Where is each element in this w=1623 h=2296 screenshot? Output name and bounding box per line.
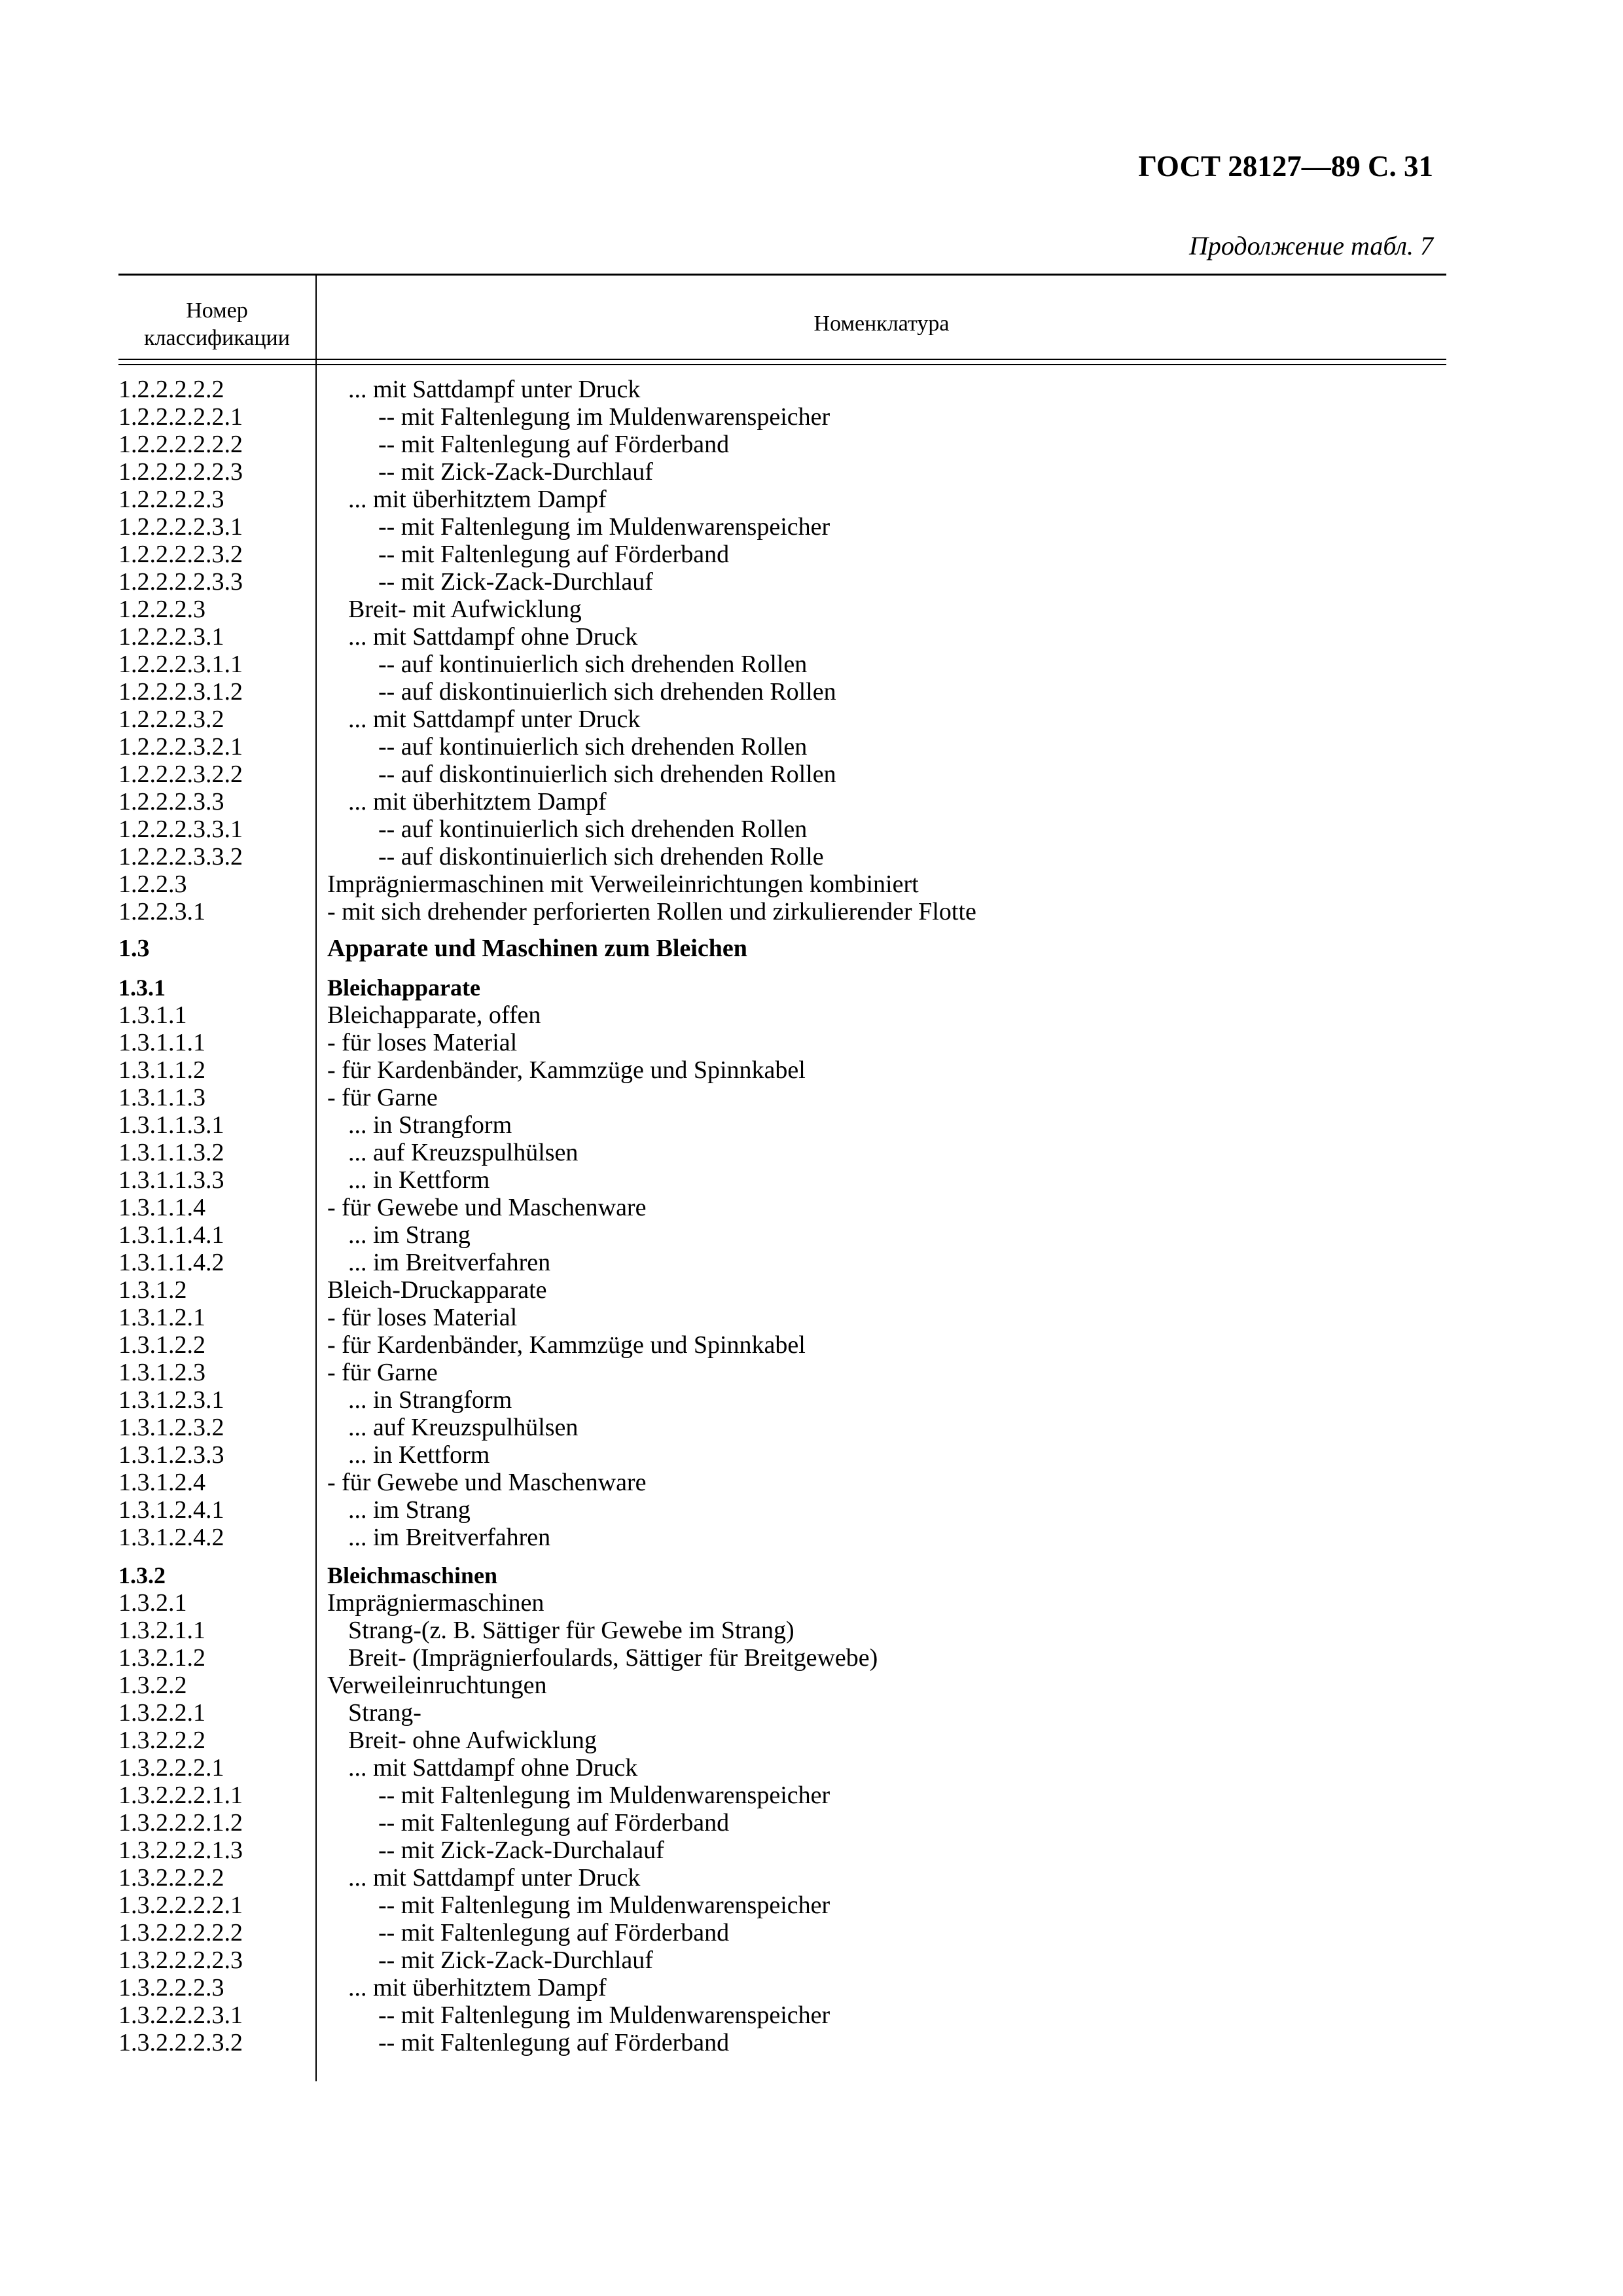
classification-number: 1.3.1: [118, 975, 166, 1001]
classification-number: 1.2.2.2.3.3.2: [118, 843, 243, 870]
nomenclature-term: Bleich-Druckapparate: [327, 1276, 547, 1304]
table-row: [118, 816, 1446, 843]
table-row: [118, 1441, 1446, 1469]
table-row: [118, 870, 1446, 898]
table-continuation-note: Продолжение табл. 7: [1188, 231, 1433, 260]
nomenclature-term: -- mit Zick-Zack-Durchalauf: [378, 1837, 664, 1864]
nomenclature-term: ... in Strangform: [348, 1386, 512, 1414]
classification-number: 1.3.1.1.3.1: [118, 1111, 224, 1139]
classification-number: 1.3.1.1.4.2: [118, 1249, 224, 1276]
table-row: [118, 458, 1446, 486]
classification-number: 1.3.2.1.2: [118, 1644, 205, 1672]
table-row: [118, 1754, 1446, 1782]
table-row: [118, 1276, 1446, 1304]
classification-number: 1.3.1.2.4.1: [118, 1496, 224, 1524]
nomenclature-term: -- auf diskontinuierlich sich drehenden Rollen: [378, 678, 836, 706]
classification-number: 1.2.2.2.2.3: [118, 486, 224, 513]
nomenclature-term: ... mit Sattdampf unter Druck: [348, 1864, 641, 1892]
table-row: [118, 1111, 1446, 1139]
classification-number: 1.3.2.2.2.1: [118, 1754, 224, 1782]
classification-number: 1.2.2.2.3.2.1: [118, 733, 243, 761]
nomenclature-term: - mit sich drehender perforierten Rollen und zirkulierender Flotte: [327, 898, 976, 925]
classification-number: 1.2.2.2.3.3.1: [118, 816, 243, 843]
classification-number: 1.3.2.2.2.1.3: [118, 1837, 243, 1864]
classification-number: 1.3.2.2.2.3: [118, 1974, 224, 2001]
table-row: [118, 1562, 1446, 1589]
classification-number: 1.2.2.3.1: [118, 898, 205, 925]
table-row: [118, 486, 1446, 513]
nomenclature-term: Strang-: [348, 1699, 421, 1727]
table-row: [118, 1331, 1446, 1359]
nomenclature-term: Imprägniermaschinen mit Verweileinrichtungen kombiniert: [327, 870, 919, 898]
classification-number: 1.3.1.2.3.3: [118, 1441, 224, 1469]
nomenclature-term: Breit- mit Aufwicklung: [348, 596, 582, 623]
table-row: [118, 1617, 1446, 1644]
nomenclature-term: -- mit Faltenlegung im Muldenwarenspeicher: [378, 2001, 830, 2029]
table-row: [118, 1001, 1446, 1029]
classification-number: 1.2.2.2.3.1.2: [118, 678, 243, 706]
classification-number: 1.3.1.2.4: [118, 1469, 205, 1496]
classification-number: 1.3.1.2.4.2: [118, 1524, 224, 1551]
table-row: [118, 1644, 1446, 1672]
classification-number: 1.3.1.2.3.2: [118, 1414, 224, 1441]
nomenclature-term: -- mit Faltenlegung auf Förderband: [378, 431, 730, 458]
table-row: [118, 1589, 1446, 1617]
table-row: [118, 1782, 1446, 1809]
classification-table: [118, 274, 1446, 2081]
nomenclature-term: -- mit Faltenlegung im Muldenwarenspeicher: [378, 513, 830, 541]
classification-number: 1.3.1.1.2: [118, 1056, 205, 1084]
classification-number: 1.2.2.2.2.2: [118, 376, 224, 403]
nomenclature-term: ... auf Kreuzspulhülsen: [348, 1139, 579, 1166]
table-row: [118, 651, 1446, 678]
classification-number: 1.3.2.2.2: [118, 1727, 205, 1754]
classification-number: 1.3.2.2.1: [118, 1699, 205, 1727]
nomenclature-term: Breit- ohne Aufwicklung: [348, 1727, 597, 1754]
nomenclature-term: -- mit Faltenlegung auf Förderband: [378, 1809, 730, 1837]
classification-number: 1.2.2.2.2.3.2: [118, 541, 243, 568]
nomenclature-term: Bleichapparate, offen: [327, 1001, 541, 1029]
nomenclature-term: ... im Breitverfahren: [348, 1524, 551, 1551]
classification-number: 1.3.1.2.2: [118, 1331, 205, 1359]
nomenclature-term: ... mit überhitztem Dampf: [348, 788, 607, 816]
nomenclature-term: Apparate und Maschinen zum Bleichen: [327, 935, 747, 962]
nomenclature-term: -- mit Faltenlegung im Muldenwarenspeicher: [378, 403, 830, 431]
classification-number: 1.2.2.2.2.2.1: [118, 403, 243, 431]
classification-number: 1.3.2.2: [118, 1672, 187, 1699]
nomenclature-term: - für Gewebe und Maschenware: [327, 1194, 647, 1221]
table-row: [118, 2029, 1446, 2056]
table-body: [118, 376, 1446, 2056]
classification-number: 1.3.1.1.3.2: [118, 1139, 224, 1166]
classification-number: 1.3.1.1: [118, 1001, 187, 1029]
nomenclature-term: Breit- (Imprägnierfoulards, Sättiger für Breitgewebe): [348, 1644, 878, 1672]
table-row: [118, 1221, 1446, 1249]
table-row: [118, 706, 1446, 733]
table-row: [118, 1194, 1446, 1221]
classification-number: 1.2.2.2.3: [118, 596, 205, 623]
nomenclature-term: ... im Strang: [348, 1221, 471, 1249]
classification-number: 1.2.2.2.3.2.2: [118, 761, 243, 788]
table-row: [118, 1139, 1446, 1166]
nomenclature-term: ... im Strang: [348, 1496, 471, 1524]
table-row: [118, 933, 1446, 965]
table-row: [118, 1892, 1446, 1919]
nomenclature-term: Bleichmaschinen: [327, 1562, 498, 1588]
table-row: [118, 1469, 1446, 1496]
table-row: [118, 1249, 1446, 1276]
classification-number: 1.2.2.2.3.3: [118, 788, 224, 816]
page-header: ГОСТ 28127—89 С. 31: [1138, 150, 1433, 183]
classification-number: 1.2.2.2.2.3.1: [118, 513, 243, 541]
classification-number: 1.3.2.2.2.1.1: [118, 1782, 243, 1809]
nomenclature-term: -- auf diskontinuierlich sich drehenden Rolle: [378, 843, 824, 870]
table-row: [118, 403, 1446, 431]
nomenclature-term: - für Garne: [327, 1359, 438, 1386]
table-row: [118, 1864, 1446, 1892]
nomenclature-term: Strang-(z. B. Sättiger für Gewebe im Strang): [348, 1617, 794, 1644]
nomenclature-term: ... mit Sattdampf ohne Druck: [348, 623, 638, 651]
nomenclature-term: -- mit Faltenlegung im Muldenwarenspeicher: [378, 1782, 830, 1809]
nomenclature-term: - für loses Material: [327, 1304, 518, 1331]
header-rule-lower: [118, 364, 1446, 365]
column-header-nomenclature: Номенклатура: [813, 312, 950, 336]
nomenclature-term: - für Kardenbänder, Kammzüge und Spinnkabel: [327, 1331, 806, 1359]
classification-number: 1.3.1.1.4: [118, 1194, 205, 1221]
nomenclature-term: ... in Kettform: [348, 1441, 490, 1469]
classification-number: 1.3.2.1: [118, 1589, 187, 1617]
nomenclature-term: Bleichapparate: [327, 975, 480, 1001]
classification-number: 1.3.2.1.1: [118, 1617, 205, 1644]
classification-number: 1.2.2.2.3.1: [118, 623, 224, 651]
classification-number: 1.3.2.2.2.2: [118, 1864, 224, 1892]
table-row: [118, 1414, 1446, 1441]
nomenclature-term: -- mit Faltenlegung auf Förderband: [378, 1919, 730, 1946]
classification-number: 1.3.2.2.2.3.1: [118, 2001, 243, 2029]
nomenclature-term: - für Gewebe und Maschenware: [327, 1469, 647, 1496]
classification-number: 1.2.2.2.2.2.3: [118, 458, 243, 486]
table-row: [118, 1056, 1446, 1084]
nomenclature-term: ... mit Sattdampf unter Druck: [348, 376, 641, 403]
table-row: [118, 1524, 1446, 1551]
table-row: [118, 1974, 1446, 2001]
table-row: [118, 1727, 1446, 1754]
classification-number: 1.3.2.2.2.1.2: [118, 1809, 243, 1837]
nomenclature-term: -- auf kontinuierlich sich drehenden Rollen: [378, 816, 808, 843]
table-row: [118, 1084, 1446, 1111]
classification-number: 1.3.1.1.3: [118, 1084, 205, 1111]
table-row: [118, 596, 1446, 623]
classification-number: 1.3.2.2.2.2.1: [118, 1892, 243, 1919]
table-row: [118, 1496, 1446, 1524]
table-row: [118, 788, 1446, 816]
table-row: [118, 1809, 1446, 1837]
table-top-rule: [118, 274, 1446, 276]
nomenclature-term: -- auf diskontinuierlich sich drehenden Rollen: [378, 761, 836, 788]
nomenclature-term: ... mit Sattdampf unter Druck: [348, 706, 641, 733]
classification-number: 1.3.1.1.4.1: [118, 1221, 224, 1249]
nomenclature-term: -- auf kontinuierlich sich drehenden Rollen: [378, 651, 808, 678]
nomenclature-term: Verweileinruchtungen: [327, 1672, 547, 1699]
nomenclature-term: -- mit Faltenlegung auf Förderband: [378, 541, 730, 568]
table-row: [118, 1672, 1446, 1699]
table-row: [118, 974, 1446, 1001]
table-row: [118, 1359, 1446, 1386]
table-row: [118, 541, 1446, 568]
table-row: [118, 1304, 1446, 1331]
classification-number: 1.3.2.2.2.2.3: [118, 1946, 243, 1974]
table-row: [118, 1699, 1446, 1727]
nomenclature-term: ... in Strangform: [348, 1111, 512, 1139]
nomenclature-term: -- mit Zick-Zack-Durchlauf: [378, 1946, 653, 1974]
classification-number: 1.3.2.2.2.2.2: [118, 1919, 243, 1946]
table-row: [118, 1029, 1446, 1056]
nomenclature-term: ... im Breitverfahren: [348, 1249, 551, 1276]
table-row: [118, 678, 1446, 706]
nomenclature-term: ... auf Kreuzspulhülsen: [348, 1414, 579, 1441]
classification-number: 1.3.1.1.1: [118, 1029, 205, 1056]
table-row: [118, 568, 1446, 596]
table-row: [118, 1946, 1446, 1974]
classification-number: 1.2.2.2.2.3.3: [118, 568, 243, 596]
classification-number: 1.2.2.2.3.2: [118, 706, 224, 733]
classification-number: 1.3.2: [118, 1562, 166, 1588]
classification-number: 1.3.1.2.3.1: [118, 1386, 224, 1414]
table-row: [118, 513, 1446, 541]
classification-number: 1.2.2.3: [118, 870, 187, 898]
table-row: [118, 733, 1446, 761]
column-header-number: [118, 297, 315, 352]
table-row: [118, 376, 1446, 403]
table-row: [118, 761, 1446, 788]
classification-number: 1.3.2.2.2.3.2: [118, 2029, 243, 2056]
nomenclature-term: ... mit Sattdampf ohne Druck: [348, 1754, 638, 1782]
nomenclature-term: -- mit Faltenlegung im Muldenwarenspeicher: [378, 1892, 830, 1919]
nomenclature-term: -- auf kontinuierlich sich drehenden Rollen: [378, 733, 808, 761]
nomenclature-term: - für loses Material: [327, 1029, 518, 1056]
table-row: [118, 1837, 1446, 1864]
nomenclature-term: -- mit Zick-Zack-Durchlauf: [378, 458, 653, 486]
nomenclature-term: - für Kardenbänder, Kammzüge und Spinnkabel: [327, 1056, 806, 1084]
classification-number: 1.3.1.2.1: [118, 1304, 205, 1331]
nomenclature-term: -- mit Faltenlegung auf Förderband: [378, 2029, 730, 2056]
nomenclature-term: ... in Kettform: [348, 1166, 490, 1194]
classification-number: 1.3.1.2.3: [118, 1359, 205, 1386]
table-row: [118, 1166, 1446, 1194]
nomenclature-term: - für Garne: [327, 1084, 438, 1111]
column-header-number-text: Номер классификации: [144, 298, 290, 350]
nomenclature-term: ... mit überhitztem Dampf: [348, 1974, 607, 2001]
table-row: [118, 843, 1446, 870]
classification-number: 1.3: [118, 935, 150, 962]
table-row: [118, 2001, 1446, 2029]
table-row: [118, 431, 1446, 458]
table-row: [118, 623, 1446, 651]
nomenclature-term: -- mit Zick-Zack-Durchlauf: [378, 568, 653, 596]
classification-number: 1.2.2.2.2.2.2: [118, 431, 243, 458]
classification-number: 1.2.2.2.3.1.1: [118, 651, 243, 678]
table-row: [118, 898, 1446, 925]
table-row: [118, 1386, 1446, 1414]
nomenclature-term: Imprägniermaschinen: [327, 1589, 544, 1617]
classification-number: 1.3.1.1.3.3: [118, 1166, 224, 1194]
nomenclature-term: ... mit überhitztem Dampf: [348, 486, 607, 513]
header-rule-upper: [118, 359, 1446, 360]
table-row: [118, 1919, 1446, 1946]
classification-number: 1.3.1.2: [118, 1276, 187, 1304]
